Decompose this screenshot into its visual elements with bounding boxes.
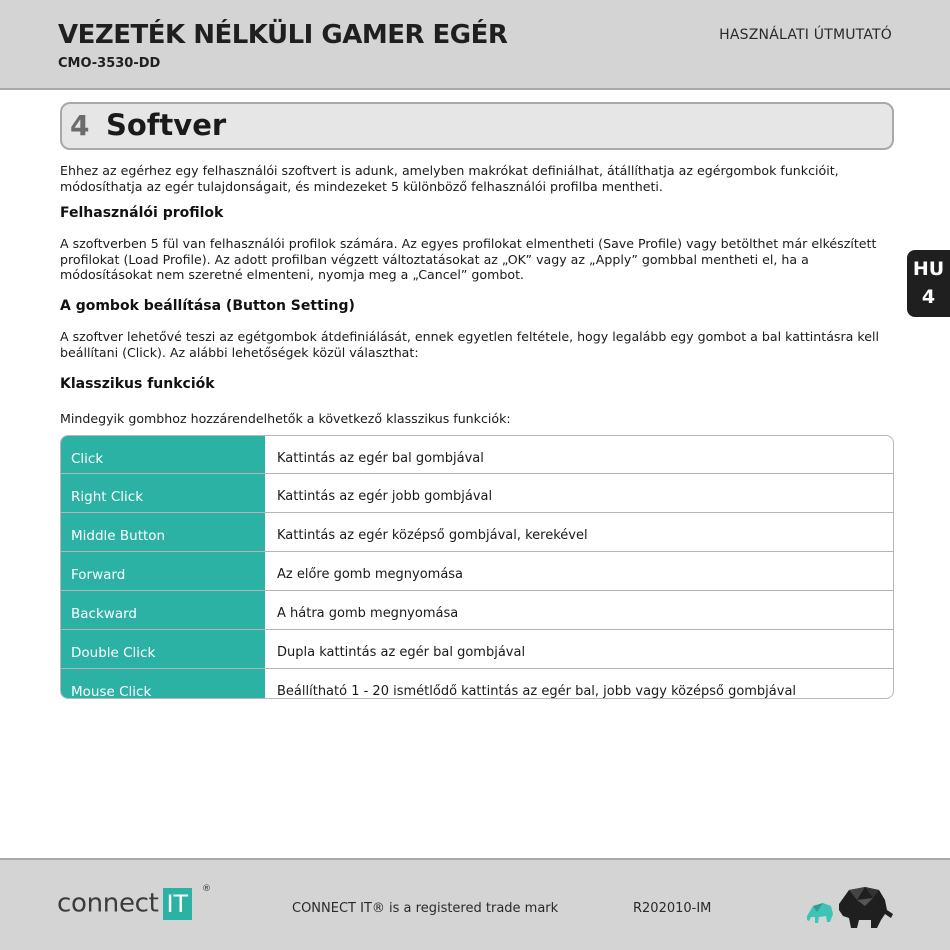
function-description: Kattintás az egér középső gombjával, kerekével	[277, 528, 588, 543]
page-header	[0, 0, 950, 90]
document-title: VEZETÉK NÉLKÜLI GAMER EGÉR	[58, 20, 508, 50]
brand-word: connect	[57, 888, 159, 919]
document-type: HASZNÁLATI ÚTMUTATÓ	[719, 27, 892, 43]
buttons-heading: A gombok beállítása (Button Setting)	[60, 298, 355, 314]
page-number: 4	[921, 286, 936, 308]
brand-mark: IT	[163, 888, 192, 920]
section-heading	[60, 102, 894, 150]
table-row	[61, 512, 893, 551]
function-name: Middle Button	[61, 513, 265, 551]
function-name: Double Click	[61, 630, 265, 668]
classic-heading: Klasszikus funkciók	[60, 376, 215, 392]
function-name: Mouse Click	[61, 669, 265, 699]
function-name: Backward	[61, 591, 265, 629]
classic-paragraph: Mindegyik gombhoz hozzárendelhetők a következő klasszikus funkciók:	[60, 411, 511, 426]
function-name: Forward	[61, 552, 265, 590]
page-footer	[0, 858, 950, 950]
function-description: Kattintás az egér jobb gombjával	[277, 489, 493, 504]
revision-code: R202010-IM	[633, 901, 712, 916]
model-code: CMO-3530-DD	[58, 56, 161, 71]
table-row	[61, 629, 893, 668]
function-description: Dupla kattintás az egér bal gombjával	[277, 645, 526, 660]
function-description: Az előre gomb megnyomása	[277, 567, 464, 582]
intro-paragraph: Ehhez az egérhez egy felhasználói szoftvert is adunk, amelyben makrókat definiálhat, átállíthatja az egérgombok funkcióit, módosíthatja az egér tulajdonságait, és mindezeket 5 különböző felhasználói profilba mentheti.	[60, 163, 839, 194]
language-page-tab	[907, 250, 950, 317]
profiles-paragraph: A szoftverben 5 fül van felhasználói profilok számára. Az egyes profilokat elmentheti (Save Profile) vagy betölthet már elkészített profilokat (Load Profile). Az adott profilban végzett változtatásokat az „OK” vagy az „Apply” gombbal mentheti el, ha a módosításokat nem szeretné elmenteni, nyomja meg a „Cancel” gombot.	[60, 236, 877, 282]
function-description: A hátra gomb megnyomása	[277, 606, 459, 621]
trademark-notice: CONNECT IT® is a registered trade mark	[292, 901, 559, 916]
table-row	[61, 551, 893, 590]
function-description: Beállítható 1 - 20 ismétlődő kattintás az egér bal, jobb vagy középső gombjával	[277, 684, 797, 699]
functions-table	[60, 435, 894, 699]
section-title: Softver	[106, 108, 227, 142]
function-description: Kattintás az egér bal gombjával	[277, 451, 484, 466]
function-name: Click	[61, 436, 265, 473]
registered-mark: ®	[202, 884, 211, 894]
table-row	[61, 668, 893, 699]
buttons-paragraph: A szoftver lehetővé teszi az egétgombok átdefiniálását, ennek egyetlen feltétele, hogy legalább egy gombot a bal kattintásra kell beállítani (Click). Az alábbi lehetőségek közül választhat:	[60, 329, 879, 360]
function-name: Right Click	[61, 474, 265, 512]
section-number: 4	[70, 109, 90, 142]
table-row	[61, 473, 893, 512]
table-row	[61, 436, 893, 473]
brand-logo	[57, 884, 211, 924]
table-row	[61, 590, 893, 629]
profiles-heading: Felhasználói profilok	[60, 205, 224, 221]
language-code: HU	[912, 258, 945, 280]
elephant-logo-icon	[803, 884, 895, 930]
